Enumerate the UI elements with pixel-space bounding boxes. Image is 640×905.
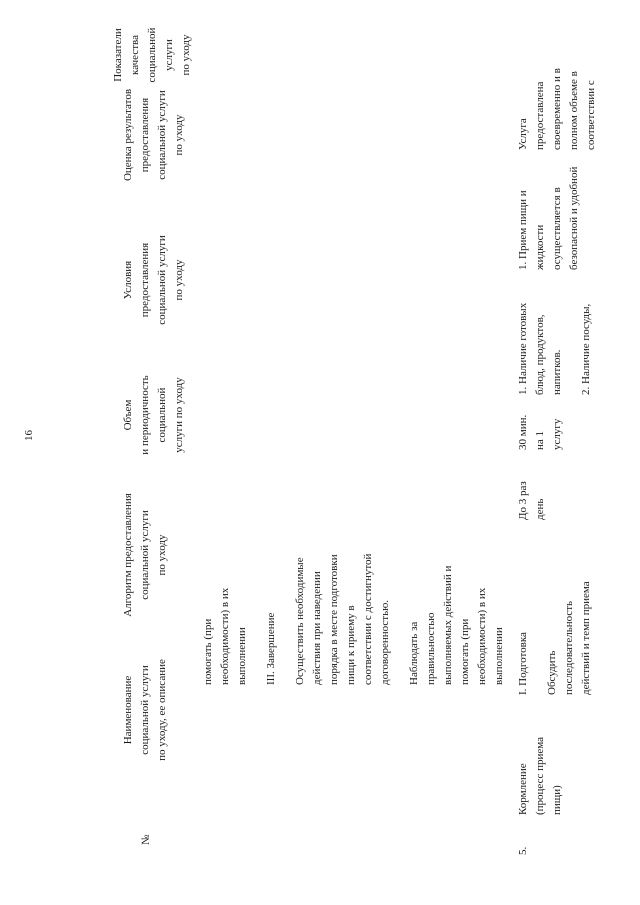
text-line: услугу bbox=[551, 418, 563, 450]
text-line: пищи к приему в bbox=[345, 605, 357, 685]
text-line: на 1 bbox=[534, 430, 546, 450]
text-line: порядка в месте подготовки bbox=[328, 554, 340, 685]
text-line: по уходу, ее описание bbox=[156, 659, 168, 761]
text-line: Условия bbox=[122, 260, 134, 300]
text-line: по уходу bbox=[173, 114, 185, 156]
text-line bbox=[394, 554, 406, 685]
text-line: Наблюдать за bbox=[408, 621, 420, 685]
text-line: социальной услуги bbox=[139, 665, 151, 755]
text-line: помогать (при bbox=[202, 618, 214, 685]
text-line: необходимости) в их bbox=[219, 587, 231, 685]
text-line: Услуга bbox=[517, 118, 529, 150]
text-line: Обсудить bbox=[546, 650, 558, 695]
text-line: социальной bbox=[156, 387, 168, 443]
text-line: Кормление bbox=[517, 763, 529, 815]
header-volume bbox=[120, 360, 188, 470]
page-number: 16 bbox=[23, 430, 35, 441]
text-line: соответствии с bbox=[585, 80, 597, 150]
text-line: предоставления bbox=[139, 242, 151, 318]
text-line: безопасной и удобной bbox=[568, 166, 580, 270]
text-line bbox=[566, 303, 578, 395]
header-algorithm bbox=[120, 485, 171, 625]
text-line: (процесс приема bbox=[534, 736, 546, 815]
row5-volume-frequency bbox=[515, 481, 549, 520]
text-line: полном объеме в bbox=[568, 71, 580, 150]
text-line: Алгоритм предоставления bbox=[122, 493, 134, 617]
text-line: действий и темп приема bbox=[580, 581, 592, 695]
text-line: предоставления bbox=[139, 97, 151, 173]
text-line: Объем bbox=[122, 399, 134, 431]
text-line: последовательность bbox=[563, 600, 575, 695]
text-line: социальной bbox=[146, 27, 158, 83]
text-line: III. Завершение bbox=[265, 612, 277, 685]
text-line: своевременно и в bbox=[551, 68, 563, 150]
text-line: Оценка результатов bbox=[122, 88, 134, 182]
text-line: 30 мин. bbox=[517, 414, 529, 450]
text-line: блюд, продуктов, bbox=[534, 314, 546, 395]
text-line: Осуществить необходимые bbox=[294, 557, 306, 685]
row5-algorithm bbox=[515, 581, 595, 695]
text-line: выполняемых действий и bbox=[442, 565, 454, 685]
text-line: по уходу bbox=[156, 534, 168, 576]
text-line: договоренностью. bbox=[379, 599, 391, 685]
text-line: социальной услуги bbox=[156, 235, 168, 325]
row5-evaluation bbox=[515, 167, 583, 270]
text-line: по уходу bbox=[180, 34, 192, 76]
row5-name bbox=[515, 737, 566, 815]
text-line: 2. Наличие посуды, bbox=[580, 303, 592, 395]
text-line bbox=[280, 554, 292, 685]
text-line: услуги по уходу bbox=[173, 377, 185, 453]
header-quality bbox=[110, 0, 195, 120]
text-line: напитков. bbox=[551, 349, 563, 395]
row5-volume-duration bbox=[515, 415, 566, 450]
text-line: по уходу bbox=[173, 259, 185, 301]
text-line: помогать (при bbox=[459, 618, 471, 685]
text-line: I. Подготовка bbox=[517, 632, 529, 695]
header-conditions bbox=[120, 215, 188, 345]
text-line bbox=[532, 581, 544, 695]
text-line: услуги bbox=[163, 39, 175, 71]
header-name bbox=[120, 645, 171, 775]
text-line: социальной услуги bbox=[156, 90, 168, 180]
text-line: До 3 раз bbox=[517, 481, 529, 520]
text-line: жидкости bbox=[534, 224, 546, 270]
row5-conditions bbox=[515, 303, 595, 395]
text-line: 1. Наличие готовых bbox=[517, 302, 529, 395]
text-line: осуществляется в bbox=[551, 187, 563, 270]
row5-quality bbox=[515, 68, 600, 150]
text-line: социальной услуги bbox=[139, 510, 151, 600]
text-line: день bbox=[534, 498, 546, 520]
text-line: выполнении bbox=[493, 627, 505, 685]
text-line: 1. Прием пищи и bbox=[517, 190, 529, 270]
text-line bbox=[251, 554, 263, 685]
row5-number: 5. bbox=[517, 846, 529, 855]
text-line: и периодичность bbox=[139, 375, 151, 455]
text-line: Показатели bbox=[112, 28, 124, 82]
text-line: действия при наведении bbox=[311, 571, 323, 685]
continuation-algorithm bbox=[200, 554, 508, 685]
text-line: правильностью bbox=[425, 612, 437, 685]
header-no: № bbox=[140, 834, 152, 845]
text-line: пищи) bbox=[551, 785, 563, 815]
text-line: Наименование bbox=[122, 675, 134, 745]
text-line: предоставлена bbox=[534, 81, 546, 150]
text-line: соответствии с достигнутой bbox=[362, 553, 374, 685]
text-line: качества bbox=[129, 35, 141, 75]
text-line: выполнении bbox=[236, 627, 248, 685]
text-line: необходимости) в их bbox=[476, 587, 488, 685]
